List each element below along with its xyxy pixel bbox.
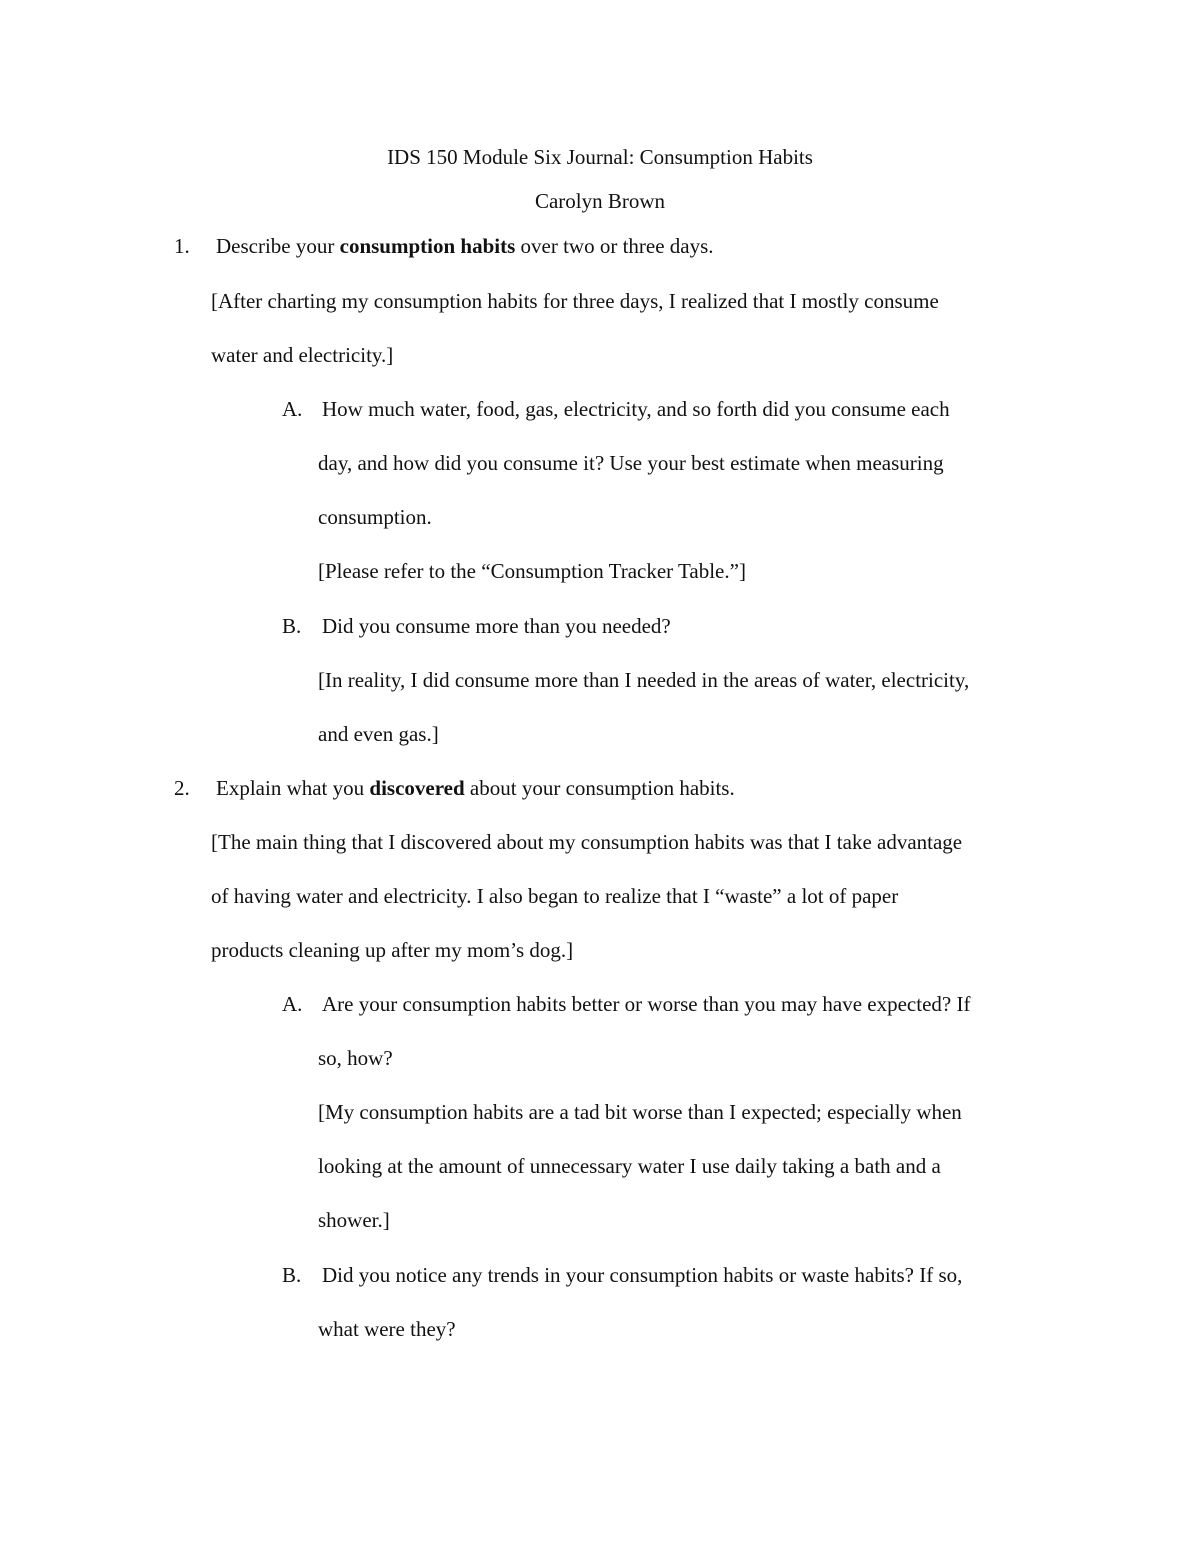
question-2-prompt bbox=[216, 776, 735, 800]
question-2-prompt-after: about your consumption habits. bbox=[464, 776, 735, 800]
question-1a-answer: [Please refer to the “Consumption Tracker Table.”] bbox=[318, 559, 746, 583]
question-2b-line: Did you notice any trends in your consumption habits or waste habits? If so, bbox=[322, 1263, 963, 1287]
question-2-answer-line: of having water and electricity. I also began to realize that I “waste” a lot of paper bbox=[211, 884, 899, 908]
question-1a-line: consumption. bbox=[318, 505, 432, 529]
question-2-prompt-bold: discovered bbox=[369, 776, 465, 800]
question-1-answer-line: [After charting my consumption habits for three days, I realized that I mostly consume bbox=[211, 289, 939, 313]
question-2a-answer: looking at the amount of unnecessary water I use daily taking a bath and a bbox=[318, 1154, 941, 1178]
question-1b-answer: and even gas.] bbox=[318, 722, 439, 746]
question-2a-answer: shower.] bbox=[318, 1208, 390, 1232]
question-2-answer-line: [The main thing that I discovered about my consumption habits was that I take advantage bbox=[211, 830, 963, 854]
question-1-prompt-before: Describe your bbox=[216, 234, 340, 258]
question-1a-line: How much water, food, gas, electricity, and so forth did you consume each bbox=[322, 397, 950, 421]
question-2-answer-line: products cleaning up after my mom’s dog.] bbox=[211, 938, 574, 962]
question-1-answer-line: water and electricity.] bbox=[211, 343, 394, 367]
question-2-prompt-before: Explain what you bbox=[216, 776, 370, 800]
question-1b-letter: B. bbox=[282, 614, 302, 638]
question-1a-letter: A. bbox=[282, 397, 303, 421]
question-2b-letter: B. bbox=[282, 1263, 302, 1287]
question-1b-answer: [In reality, I did consume more than I needed in the areas of water, electricity, bbox=[318, 668, 970, 692]
question-1-number: 1. bbox=[174, 234, 190, 258]
document-title: IDS 150 Module Six Journal: Consumption Habits bbox=[387, 145, 813, 169]
question-2-number: 2. bbox=[174, 776, 190, 800]
question-2b-line: what were they? bbox=[318, 1317, 456, 1341]
question-2a-line: Are your consumption habits better or worse than you may have expected? If bbox=[322, 992, 971, 1016]
question-2a-letter: A. bbox=[282, 992, 303, 1016]
question-1b-line: Did you consume more than you needed? bbox=[322, 614, 671, 638]
question-1-prompt-bold: consumption habits bbox=[339, 234, 516, 258]
question-2a-line: so, how? bbox=[318, 1046, 393, 1070]
question-1-prompt-after: over two or three days. bbox=[515, 234, 714, 258]
question-1a-line: day, and how did you consume it? Use your best estimate when measuring bbox=[318, 451, 944, 475]
question-1-prompt bbox=[216, 234, 714, 258]
document-author: Carolyn Brown bbox=[534, 189, 666, 213]
question-2a-answer: [My consumption habits are a tad bit worse than I expected; especially when bbox=[318, 1100, 962, 1124]
